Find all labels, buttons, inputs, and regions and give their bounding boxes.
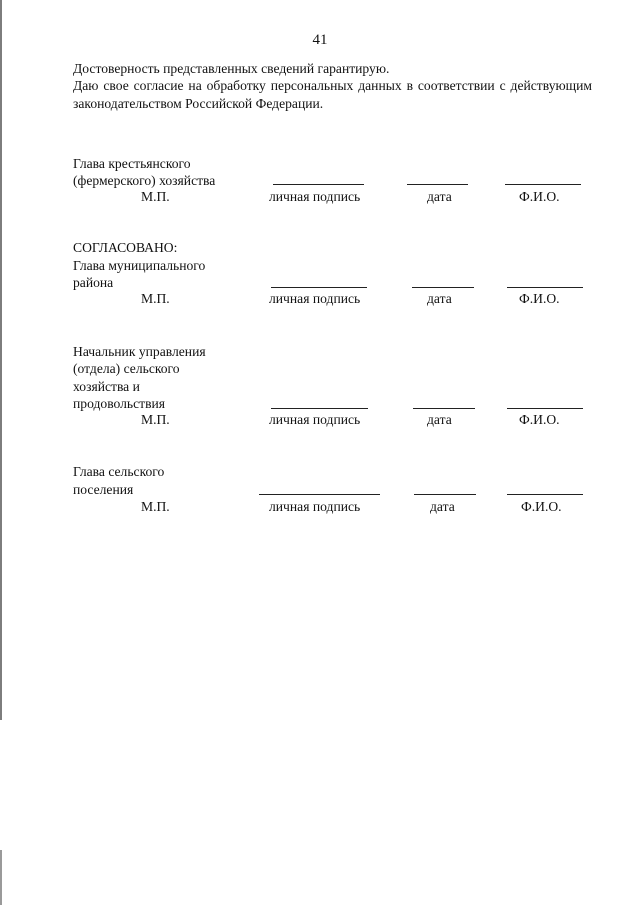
signature-line [271, 408, 368, 409]
block-label-line: Начальник управления [73, 344, 206, 359]
signature-line [259, 494, 380, 495]
signature-line [271, 287, 367, 288]
date-line [414, 494, 476, 495]
name-line [505, 184, 581, 185]
block-label-line: поселения [73, 482, 134, 497]
block-label-line: Глава сельского [73, 464, 165, 479]
block-label-line: Глава крестьянского [73, 156, 191, 171]
signature-caption: личная подпись [269, 412, 361, 427]
consent-paragraph: Даю свое согласие на обработку персональных данных в соответствии с действующим законодательством Российской Федерации. [73, 78, 592, 111]
name-caption: Ф.И.О. [519, 412, 560, 427]
name-caption: Ф.И.О. [519, 189, 560, 204]
name-caption: Ф.И.О. [521, 499, 562, 514]
date-caption: дата [430, 499, 455, 514]
block-label-line: хозяйства и [73, 379, 140, 394]
date-caption: дата [427, 291, 452, 306]
guarantee-paragraph: Достоверность представленных сведений гарантирую. [73, 61, 390, 76]
name-line [507, 287, 583, 288]
block-label-line: Глава муниципального [73, 258, 206, 273]
stamp-caption: М.П. [141, 412, 170, 427]
block-label-line: (фермерского) хозяйства [73, 173, 216, 188]
name-line [507, 408, 583, 409]
block-label-line: района [73, 275, 114, 290]
block-label-line: СОГЛАСОВАНО: [73, 240, 178, 255]
signature-caption: личная подпись [269, 499, 361, 514]
stamp-caption: М.П. [141, 499, 170, 514]
date-caption: дата [427, 412, 452, 427]
page-number: 41 [312, 32, 328, 48]
signature-caption: личная подпись [269, 189, 361, 204]
name-caption: Ф.И.О. [519, 291, 560, 306]
signature-caption: личная подпись [269, 291, 361, 306]
stamp-caption: М.П. [141, 189, 170, 204]
scan-edge-bottom [0, 850, 2, 905]
name-line [507, 494, 583, 495]
stamp-caption: М.П. [141, 291, 170, 306]
date-line [412, 287, 474, 288]
date-caption: дата [427, 189, 452, 204]
date-line [413, 408, 475, 409]
signature-line [273, 184, 364, 185]
block-label-line: продовольствия [73, 396, 166, 411]
block-label-line: (отдела) сельского [73, 361, 180, 376]
scan-edge [0, 0, 2, 720]
date-line [407, 184, 468, 185]
